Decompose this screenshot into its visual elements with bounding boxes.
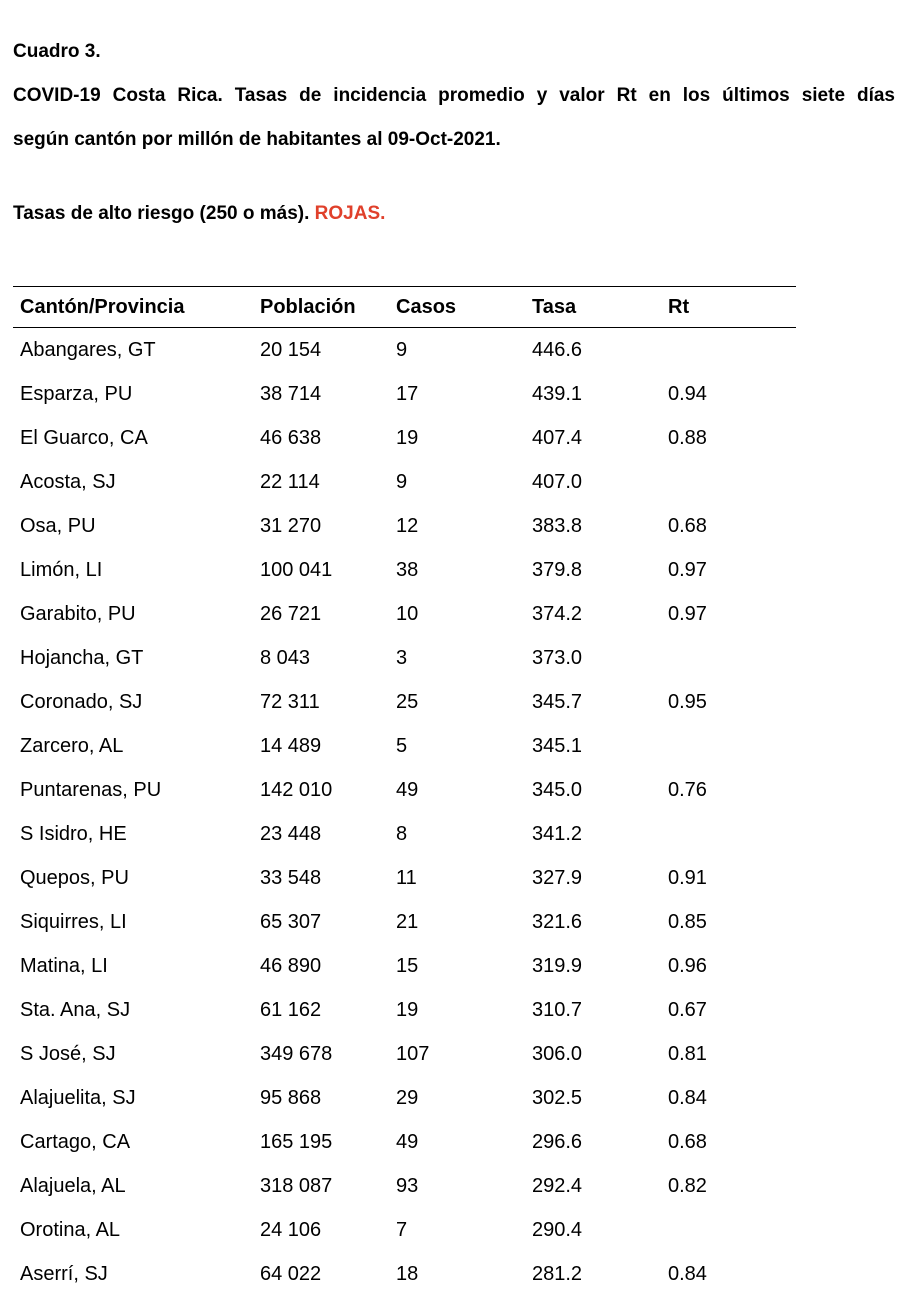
- cell-rt: 0.81: [668, 1043, 707, 1065]
- cell-canton: Esparza, PU: [20, 383, 133, 405]
- cell-canton: Aserrí, SJ: [20, 1263, 108, 1285]
- cell-tasa: 319.9: [532, 955, 583, 977]
- cell-casos: 7: [396, 1219, 408, 1241]
- cell-casos: 3: [396, 647, 408, 669]
- cell-tasa: 341.2: [532, 823, 583, 845]
- caption-title-line-2: según cantón por millón de habitantes al 09-Oct-2021.: [13, 129, 501, 150]
- cell-tasa: 345.7: [532, 691, 583, 713]
- table-row: [13, 768, 796, 812]
- cell-casos: 5: [396, 735, 408, 757]
- cell-casos: 49: [396, 779, 419, 801]
- incidence-table: [13, 286, 796, 1296]
- cell-rt: 0.95: [668, 691, 707, 713]
- cell-tasa: 281.2: [532, 1263, 583, 1285]
- cell-rt: 0.68: [668, 1131, 707, 1153]
- risk-level-note: [13, 192, 385, 236]
- cell-canton: Coronado, SJ: [20, 691, 143, 713]
- cell-rt: 0.84: [668, 1263, 707, 1285]
- table-caption: [13, 30, 895, 162]
- cell-canton: S José, SJ: [20, 1043, 116, 1065]
- table-row: [13, 416, 796, 460]
- cell-casos: 25: [396, 691, 419, 713]
- cell-casos: 19: [396, 999, 419, 1021]
- table-row: [13, 372, 796, 416]
- cell-canton: Puntarenas, PU: [20, 779, 162, 801]
- cell-tasa: 373.0: [532, 647, 583, 669]
- cell-rt: 0.97: [668, 559, 707, 581]
- cell-casos: 8: [396, 823, 408, 845]
- table-row: [13, 680, 796, 724]
- cell-rt: 0.88: [668, 427, 707, 449]
- table-row: [13, 504, 796, 548]
- cell-canton: Osa, PU: [20, 515, 96, 537]
- cell-poblacion: 61 162: [260, 999, 322, 1021]
- cell-poblacion: 22 114: [260, 471, 320, 493]
- cell-canton: Abangares, GT: [20, 339, 156, 361]
- table-row: [13, 988, 796, 1032]
- table-row: [13, 856, 796, 900]
- cell-canton: Hojancha, GT: [20, 647, 144, 669]
- table-row: [13, 1120, 796, 1164]
- cell-poblacion: 72 311: [260, 691, 320, 713]
- table-body: [13, 328, 796, 1296]
- cell-canton: Quepos, PU: [20, 867, 129, 889]
- cell-tasa: 345.1: [532, 735, 583, 757]
- cell-poblacion: 26 721: [260, 603, 322, 625]
- table-row: [13, 724, 796, 768]
- cell-poblacion: 100 041: [260, 559, 333, 581]
- cell-poblacion: 165 195: [260, 1131, 333, 1153]
- cell-casos: 9: [396, 339, 408, 361]
- cell-casos: 18: [396, 1263, 419, 1285]
- cell-casos: 9: [396, 471, 408, 493]
- cell-casos: 11: [396, 867, 417, 889]
- cell-poblacion: 95 868: [260, 1087, 322, 1109]
- cell-canton: S Isidro, HE: [20, 823, 127, 845]
- cell-poblacion: 24 106: [260, 1219, 322, 1241]
- table-row: [13, 1164, 796, 1208]
- caption-title-line-1: COVID-19 Costa Rica. Tasas de incidencia promedio y valor Rt en los últimos siete días: [13, 85, 895, 106]
- cell-poblacion: 23 448: [260, 823, 322, 845]
- cell-casos: 15: [396, 955, 419, 977]
- caption-label: Cuadro 3.: [13, 41, 101, 62]
- cell-poblacion: 142 010: [260, 779, 333, 801]
- cell-poblacion: 38 714: [260, 383, 322, 405]
- cell-tasa: 290.4: [532, 1219, 583, 1241]
- cell-canton: Orotina, AL: [20, 1219, 121, 1241]
- table-row: [13, 548, 796, 592]
- cell-rt: 0.97: [668, 603, 707, 625]
- cell-tasa: 379.8: [532, 559, 583, 581]
- table-row: [13, 812, 796, 856]
- cell-rt: 0.76: [668, 779, 707, 801]
- table-row: [13, 1076, 796, 1120]
- cell-canton: Matina, LI: [20, 955, 108, 977]
- header-tasa: Tasa: [532, 296, 577, 318]
- cell-tasa: 383.8: [532, 515, 583, 537]
- cell-poblacion: 46 890: [260, 955, 322, 977]
- cell-canton: Zarcero, AL: [20, 735, 124, 757]
- cell-casos: 19: [396, 427, 419, 449]
- cell-canton: El Guarco, CA: [20, 427, 148, 449]
- cell-tasa: 345.0: [532, 779, 583, 801]
- cell-casos: 12: [396, 515, 419, 537]
- cell-tasa: 407.0: [532, 471, 583, 493]
- header-casos: Casos: [396, 296, 457, 318]
- cell-poblacion: 65 307: [260, 911, 322, 933]
- cell-rt: 0.84: [668, 1087, 707, 1109]
- cell-tasa: 310.7: [532, 999, 583, 1021]
- cell-tasa: 292.4: [532, 1175, 583, 1197]
- cell-casos: 107: [396, 1043, 430, 1065]
- cell-rt: 0.82: [668, 1175, 707, 1197]
- table-row: [13, 944, 796, 988]
- cell-casos: 29: [396, 1087, 419, 1109]
- risk-level-text: Tasas de alto riesgo (250 o más).: [13, 203, 310, 224]
- cell-poblacion: 33 548: [260, 867, 322, 889]
- cell-casos: 10: [396, 603, 419, 625]
- cell-rt: 0.68: [668, 515, 707, 537]
- cell-tasa: 296.6: [532, 1131, 583, 1153]
- cell-canton: Cartago, CA: [20, 1131, 131, 1153]
- table-row: [13, 1252, 796, 1296]
- table-row: [13, 1208, 796, 1252]
- cell-poblacion: 349 678: [260, 1043, 333, 1065]
- cell-tasa: 306.0: [532, 1043, 583, 1065]
- cell-canton: Sta. Ana, SJ: [20, 999, 131, 1021]
- header-rt: Rt: [668, 296, 690, 318]
- cell-poblacion: 318 087: [260, 1175, 333, 1197]
- table-row: [13, 636, 796, 680]
- cell-tasa: 321.6: [532, 911, 583, 933]
- cell-canton: Alajuelita, SJ: [20, 1087, 136, 1109]
- cell-poblacion: 46 638: [260, 427, 322, 449]
- cell-rt: 0.96: [668, 955, 707, 977]
- cell-poblacion: 8 043: [260, 647, 311, 669]
- header-poblacion: Población: [260, 296, 356, 318]
- cell-casos: 17: [396, 383, 419, 405]
- cell-tasa: 439.1: [532, 383, 583, 405]
- cell-rt: 0.94: [668, 383, 707, 405]
- cell-poblacion: 14 489: [260, 735, 322, 757]
- cell-casos: 93: [396, 1175, 419, 1197]
- risk-level-badge: ROJAS.: [314, 203, 386, 224]
- cell-poblacion: 20 154: [260, 339, 322, 361]
- cell-casos: 49: [396, 1131, 419, 1153]
- cell-tasa: 302.5: [532, 1087, 583, 1109]
- cell-canton: Siquirres, LI: [20, 911, 127, 933]
- cell-canton: Acosta, SJ: [20, 471, 116, 493]
- cell-rt: 0.67: [668, 999, 707, 1021]
- table-row: [13, 460, 796, 504]
- cell-tasa: 374.2: [532, 603, 583, 625]
- cell-rt: 0.85: [668, 911, 707, 933]
- table-row: [13, 1032, 796, 1076]
- cell-casos: 21: [396, 911, 419, 933]
- cell-canton: Limón, LI: [20, 559, 103, 581]
- cell-poblacion: 31 270: [260, 515, 322, 537]
- cell-tasa: 327.9: [532, 867, 583, 889]
- cell-poblacion: 64 022: [260, 1263, 322, 1285]
- cell-rt: 0.91: [668, 867, 707, 889]
- cell-tasa: 446.6: [532, 339, 583, 361]
- table-row: [13, 328, 796, 372]
- cell-canton: Garabito, PU: [20, 603, 136, 625]
- table-row: [13, 592, 796, 636]
- table-header-row: [13, 287, 796, 327]
- table-row: [13, 900, 796, 944]
- cell-canton: Alajuela, AL: [20, 1175, 126, 1197]
- header-canton: Cantón/Provincia: [20, 296, 185, 318]
- cell-casos: 38: [396, 559, 419, 581]
- cell-tasa: 407.4: [532, 427, 583, 449]
